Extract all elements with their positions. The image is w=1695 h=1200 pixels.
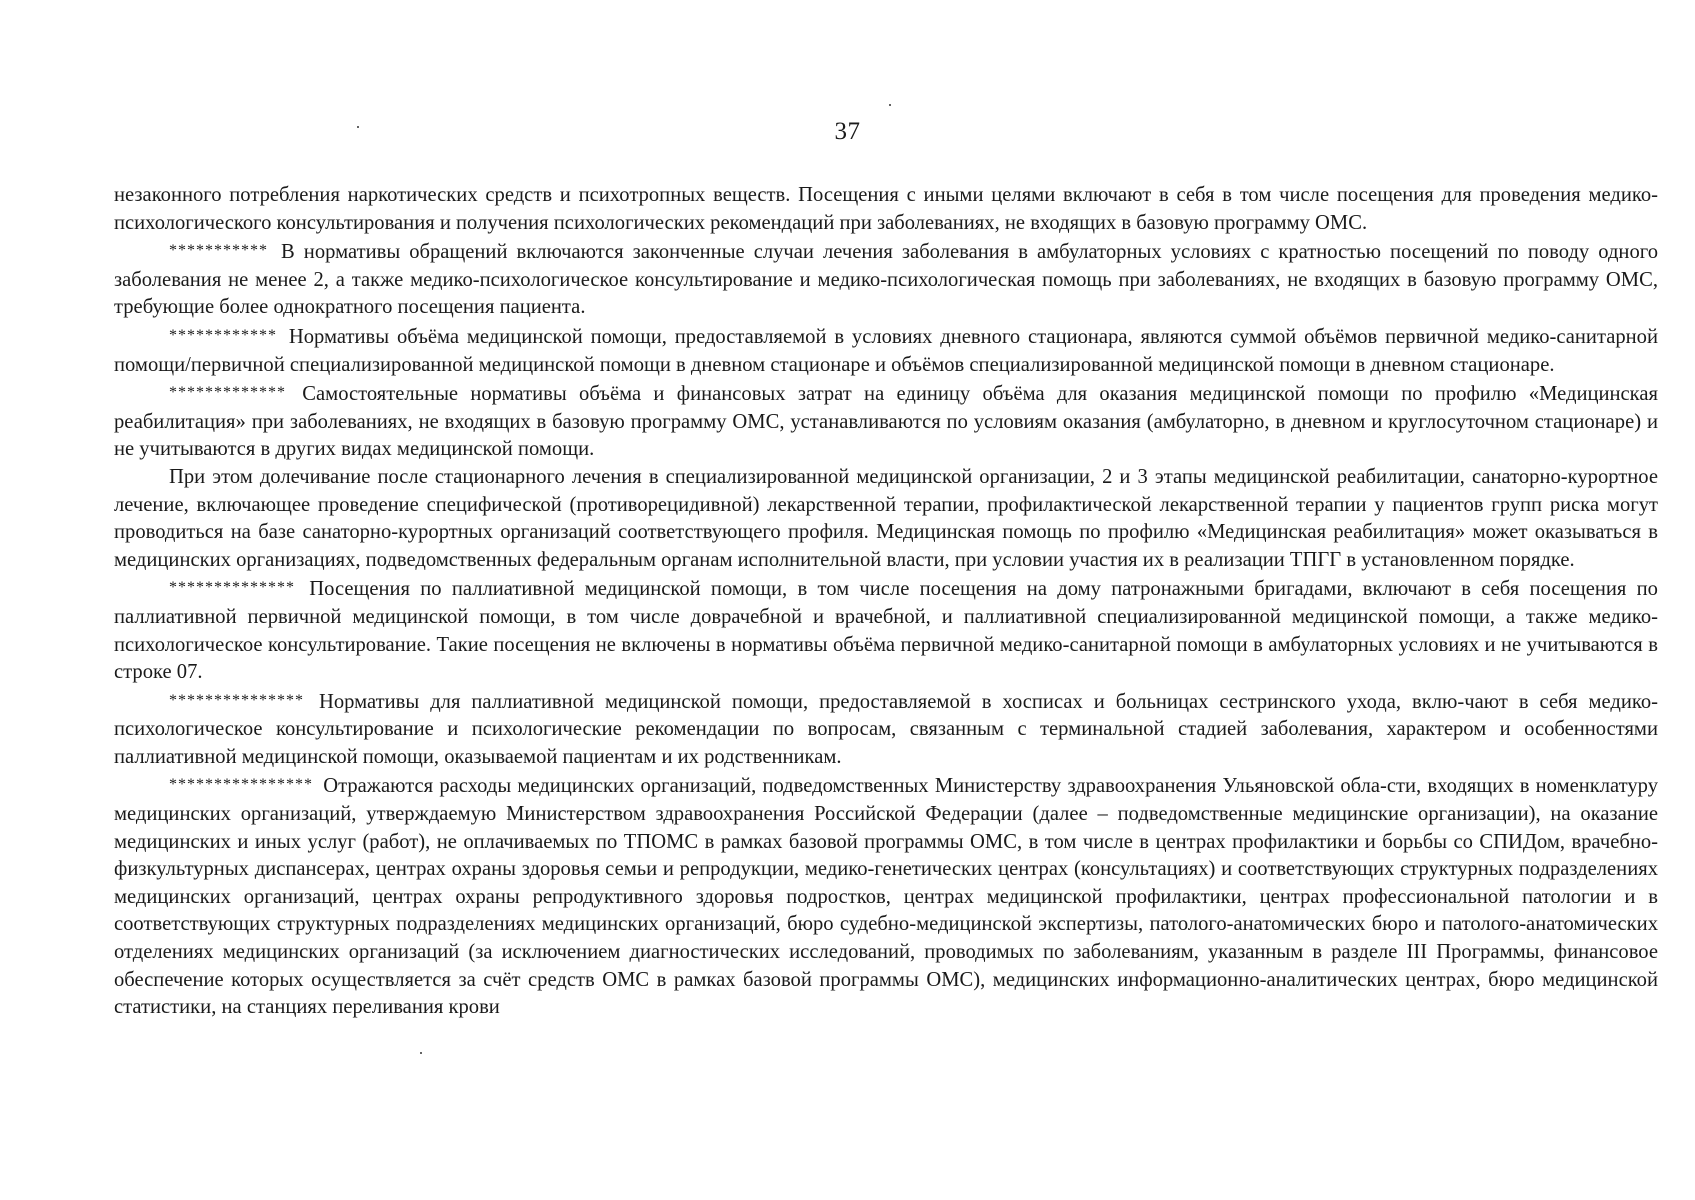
page-number: 37 (834, 118, 861, 145)
footnote-11-stars (114, 237, 1658, 322)
paragraph-text: Отражаются расходы медицинских организаций, подведомственных Министерству здравоохранения Ульяновской обла-сти, входящих в номенклатуру медицинских организаций, утверждаемую Министерством здравоохранения Российской Федерации (далее – подведомственные медицинские организации), на оказание медицинских и иных услуг (работ), не оплачиваемых по ТПОМС в рамках базовой программы ОМС, в том числе в центрах профилактики и борьбы со СПИДом, врачебно-физкультурных диспансерах, центрах охраны здоровья семьи и репродукции, медико-генетических центрах (консультациях) и соответствующих структурных подразделениях медицинских организаций, центрах охраны репродуктивного здоровья подростков, центрах медицинской профилактики, центрах профессиональной патологии и в соответствующих структурных подразделениях медицинских организаций, бюро судебно-медицинской экспертизы, патолого-анатомических бюро и патолого-анатомических отделениях медицинских организаций (за исключением диагностических исследований, проводимых по заболеваниям, указанным в разделе III Программы, финансовое обеспечение которых осуществляется за счёт средств ОМС в рамках базовой программы ОМС), медицинских информационно-аналитических центрах, бюро медицинской статистики, на станциях переливания крови (114, 775, 1658, 1019)
paragraph-text: Посещения по паллиативной медицинской помощи, в том числе посещения на дому патронажными бригадами, включают в себя посещения по паллиативной первичной медицинской помощи, в том числе доврачебной и врачебной, и паллиативной специализированной медицинской помощи, а также медико-психологическое консультирование. Такие посещения не включены в нормативы объёма первичной медико-санитарной помощи в амбулаторных условиях и не учитываются в строке 07. (114, 578, 1658, 684)
paragraph-text: Нормативы объёма медицинской помощи, предоставляемой в условиях дневного стационара, являются суммой объёмов первичной медико-санитарной помощи/первичной специализированной медицинской помощи в дневном стационаре и объёмов специализированной медицинской помощи в дневном стационаре. (114, 325, 1658, 376)
footnote-14-stars (114, 574, 1658, 686)
scan-speck (889, 104, 891, 106)
footnote-12-stars (114, 322, 1658, 379)
footnote-13-stars (114, 379, 1658, 464)
footnote-marker: *********** (169, 242, 268, 260)
footnote-15-stars (114, 687, 1658, 772)
footnote-marker: ************** (169, 579, 295, 597)
paragraph-rehabilitation (114, 464, 1658, 574)
document-body (114, 182, 1658, 1022)
paragraph-continuation (114, 182, 1658, 237)
footnote-marker: ************* (169, 384, 286, 402)
footnote-marker: ************ (169, 326, 277, 344)
footnote-marker: **************** (169, 776, 313, 794)
footnote-16-stars (114, 771, 1658, 1021)
scan-speck (420, 1052, 422, 1054)
paragraph-text: При этом долечивание после стационарного лечения в специализированной медицинской организации, 2 и 3 этапы медицинской реабилитации, санаторно-курортное лечение, включающее проведение специфической (противорецидивной) лекарственной терапии, профилактической лекарственной терапии у пациентов групп риска могут проводиться на базе санаторно-курортных организаций соответствующего профиля. Медицинская помощь по профилю «Медицинская реабилитация» может оказываться в медицинских организациях, подведомственных федеральным органам исполнительной власти, при условии участия их в реализации ТПГГ в установленном порядке. (114, 465, 1658, 571)
paragraph-text: Нормативы для паллиативной медицинской помощи, предоставляемой в хосписах и больницах сестринского ухода, вклю-чают в себя медико-психологическое консультирование и психологические рекомендации по вопросам, связанным с терминальной стадией заболевания, характером и особенностями паллиативной медицинской помощи, оказываемой пациентам и их родственникам. (114, 690, 1658, 768)
paragraph-text: В нормативы обращений включаются законченные случаи лечения заболевания в амбулаторных условиях с кратностью посещений по поводу одного заболевания не менее 2, а также медико-психологическое консультирование и медико-психологическая помощь при заболеваниях, не входящих в базовую программу ОМС, требующие более однократного посещения пациента. (114, 241, 1658, 319)
paragraph-text: Самостоятельные нормативы объёма и финансовых затрат на единицу объёма для оказания медицинской помощи по профилю «Медицинская реабилитация» при заболеваниях, не входящих в базовую программу ОМС, устанавливаются по условиям оказания (амбулаторно, в дневном и круглосуточном стационаре) и не учитываются в других видах медицинской помощи. (114, 383, 1658, 461)
footnote-marker: *************** (169, 691, 304, 709)
paragraph-text: незаконного потребления наркотических средств и психотропных веществ. Посещения с иными целями включают в себя в том числе посещения для проведения медико-психологического консультирования и получения психологических рекомендаций при заболеваниях, не входящих в базовую программу ОМС. (114, 184, 1658, 234)
